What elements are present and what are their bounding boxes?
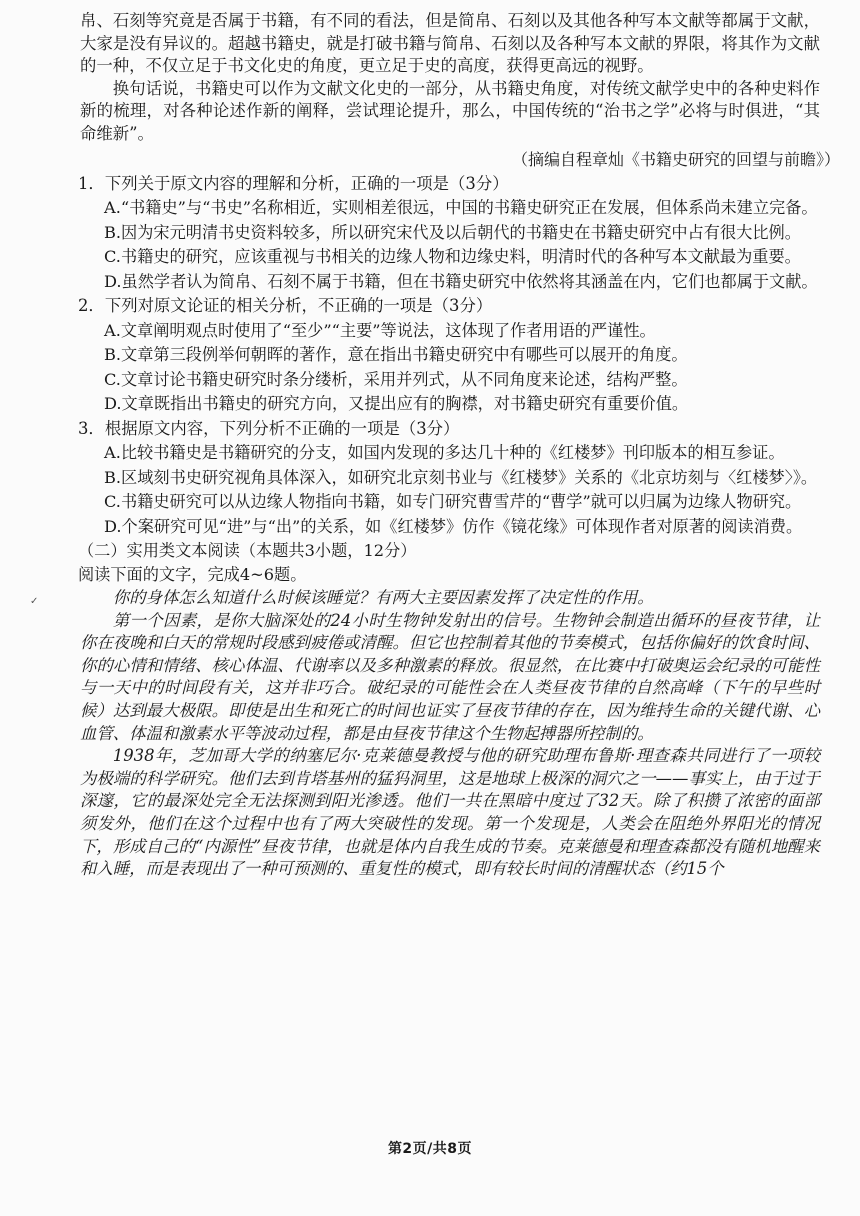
stray-pen-mark: ✓ xyxy=(30,596,39,607)
passage-paragraph: 换句话说，书籍史可以作为文献文化史的一部分，从书籍史角度，对传统文献学史中的各种史料作新的梳理，对各种论述作新的阐释，尝试理论提升，那么，中国传统的“治书之学”必将与时俱进，“其命维新”。 xyxy=(80,78,820,143)
question-1 xyxy=(80,172,820,295)
option-a: A.文章阐明观点时使用了“至少”“主要”等说法，这体现了作者用语的严谨性。 xyxy=(104,320,656,340)
reading-paragraph: 第一个因素，是你大脑深处的24小时生物钟发射出的信号。生物钟会制造出循环的昼夜节律，让你在夜晚和白天的常规时段感到疲倦或清醒。但它也控制着其他的节奏模式，包括你偏好的饮食时间、你的心情和情绪、核心体温、代谢率以及多种激素的释放。很显然，在比赛中打破奥运会纪录的可能性与一天中的时间段有关，这并非巧合。破纪录的可能性会在人类昼夜节律的自然高峰（下午的早些时候）达到最大极限。即使是出生和死亡的时间也证实了昼夜节律的存在，因为维持生命的关键代谢、心血管、体温和激素水平等波动过程，都是由昼夜节律这个生物起搏器所控制的。 xyxy=(80,610,820,743)
option-c: C.书籍史研究可以从边缘人物指向书籍，如专门研究曹雪芹的“曹学”就可以归属为边缘人物研究。 xyxy=(104,492,802,512)
option-d: D.个案研究可见“进”与“出”的关系，如《红楼梦》仿作《镜花缘》可体现作者对原著的阅读消费。 xyxy=(104,516,803,536)
option-d: D.文章既指出书籍史的研究方向，又提出应有的胸襟，对书籍史研究有重要价值。 xyxy=(104,394,689,414)
reading-paragraph: 你的身体怎么知道什么时候该睡觉？有两大主要因素发挥了决定性的作用。 xyxy=(112,588,654,608)
section-heading: （二）实用类文本阅读（本题共3小题，12分） xyxy=(78,541,417,561)
option-b: B.文章第三段例举何朝晖的著作，意在指出书籍史研究中有哪些可以展开的角度。 xyxy=(104,345,688,365)
question-3 xyxy=(80,417,820,540)
question-stem: 2．下列对原文论证的相关分析，不正确的一项是（3分） xyxy=(78,296,493,316)
option-b: B.因为宋元明清书史资料较多，所以研究宋代及以后朝代的书籍史在书籍史研究中占有很大比例。 xyxy=(104,222,801,242)
question-stem: 1．下列关于原文内容的理解和分析，正确的一项是（3分） xyxy=(78,173,509,193)
page-number: 第2页/共8页 xyxy=(387,1141,473,1157)
option-c: C.文章讨论书籍史研究时条分缕析，采用并列式，从不同角度来论述，结构严整。 xyxy=(104,369,688,389)
section-instruction: 阅读下面的文字，完成4~6题。 xyxy=(78,565,307,585)
source-citation: （摘编自程章灿《书籍史研究的回望与前瞻》） xyxy=(511,149,840,169)
option-d: D.虽然学者认为简帛、石刻不属于书籍，但在书籍史研究中依然将其涵盖在内，它们也都属于文献。 xyxy=(104,271,818,291)
question-stem: 3．根据原文内容，下列分析不正确的一项是（3分） xyxy=(78,418,460,438)
reading-paragraph: 1938年，芝加哥大学的纳塞尼尔·克莱德曼教授与他的研究助理布鲁斯·理查森共同进行了一项较为极端的科学研究。他们去到肯塔基州的猛犸洞里，这是地球上极深的洞穴之一——事实上，由于过于深邃，它的最深处完全无法探测到阳光渗透。他们一共在黑暗中度过了32天。除了积攒了浓密的面部须发外，他们在这个过程中也有了两大突破性的发现。第一个发现是，人类会在阻绝外界阳光的情况下，形成自己的“内源性”昼夜节律，也就是体内自我生成的节奏。克莱德曼和理查森都没有随机地醒来和入睡，而是表现出了一种可预测的、重复性的模式，即有较长时间的清醒状态（约15个 xyxy=(80,746,820,879)
option-a: A.“书籍史”与“书史”名称相近，实则相差很远，中国的书籍史研究正在发展，但体系尚未建立完备。 xyxy=(104,198,818,218)
option-c: C.书籍史的研究，应该重视与书相关的边缘人物和边缘史料，明清时代的各种写本文献最为重要。 xyxy=(104,247,801,267)
option-a: A.比较书籍史是书籍研究的分支，如国内发现的多达几十种的《红楼梦》刊印版本的相互参证。 xyxy=(104,443,785,463)
question-2 xyxy=(80,294,820,417)
passage-paragraph: 帛、石刻等究竟是否属于书籍，有不同的看法，但是简帛、石刻以及其他各种写本文献等都属于文献，大家是没有异议的。超越书籍史，就是打破书籍与简帛、石刻以及各种写本文献的界限，将其作为文献的一种，不仅立足于书文化史的角度，更立足于史的高度，获得更高远的视野。 xyxy=(80,11,820,76)
option-b: B.区域刻书史研究视角具体深入，如研究北京刻书业与《红楼梦》关系的《北京坊刻与〈红楼梦〉》。 xyxy=(104,467,818,487)
